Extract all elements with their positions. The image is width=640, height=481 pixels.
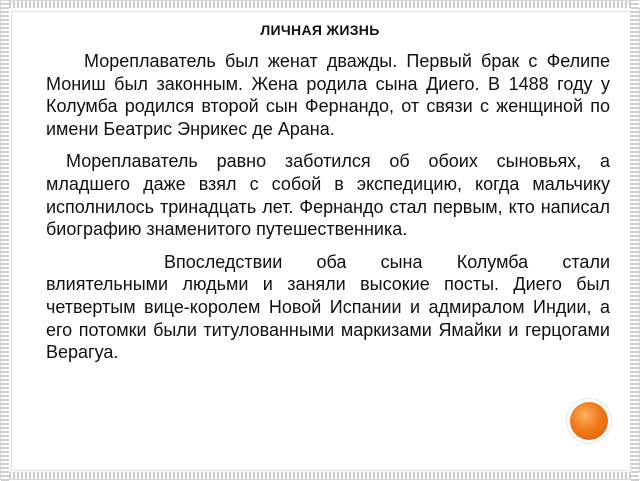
top-border-stripe — [1, 1, 640, 8]
slide-body — [46, 50, 610, 374]
bottom-border-stripe — [1, 472, 640, 479]
paragraph-3: Впоследствии оба сына Колумба стали влиятельными людьми и заняли высокие посты. Диего был четвертым вице-королем Новой Испании и адмиралом Индии, а его потомки были титулованными маркизами Ямайки и герцогами Верагуа. — [46, 251, 610, 363]
right-border-stripe — [631, 1, 639, 481]
paragraph-1: Мореплаватель был женат дважды. Первый брак с Фелипе Мониш был законным. Жена родила сына Диего. В 1488 году у Колумба родился второй сын Фернандо, от связи с женщиной по имени Беатрис Энрикес де Арана. — [46, 51, 610, 139]
paragraph-2: Мореплаватель равно заботился об обоих сыновьях, а младшего даже взял с собой в экспедицию, когда мальчику исполнилось тринадцать лет. Фернандо стал первым, кто написал биографию знаменитого путешественника. — [46, 151, 610, 240]
orange-circle-decoration-icon — [570, 402, 608, 440]
slide-title: ЛИЧНАЯ ЖИЗНЬ — [260, 22, 380, 38]
left-border-stripe — [1, 1, 9, 481]
